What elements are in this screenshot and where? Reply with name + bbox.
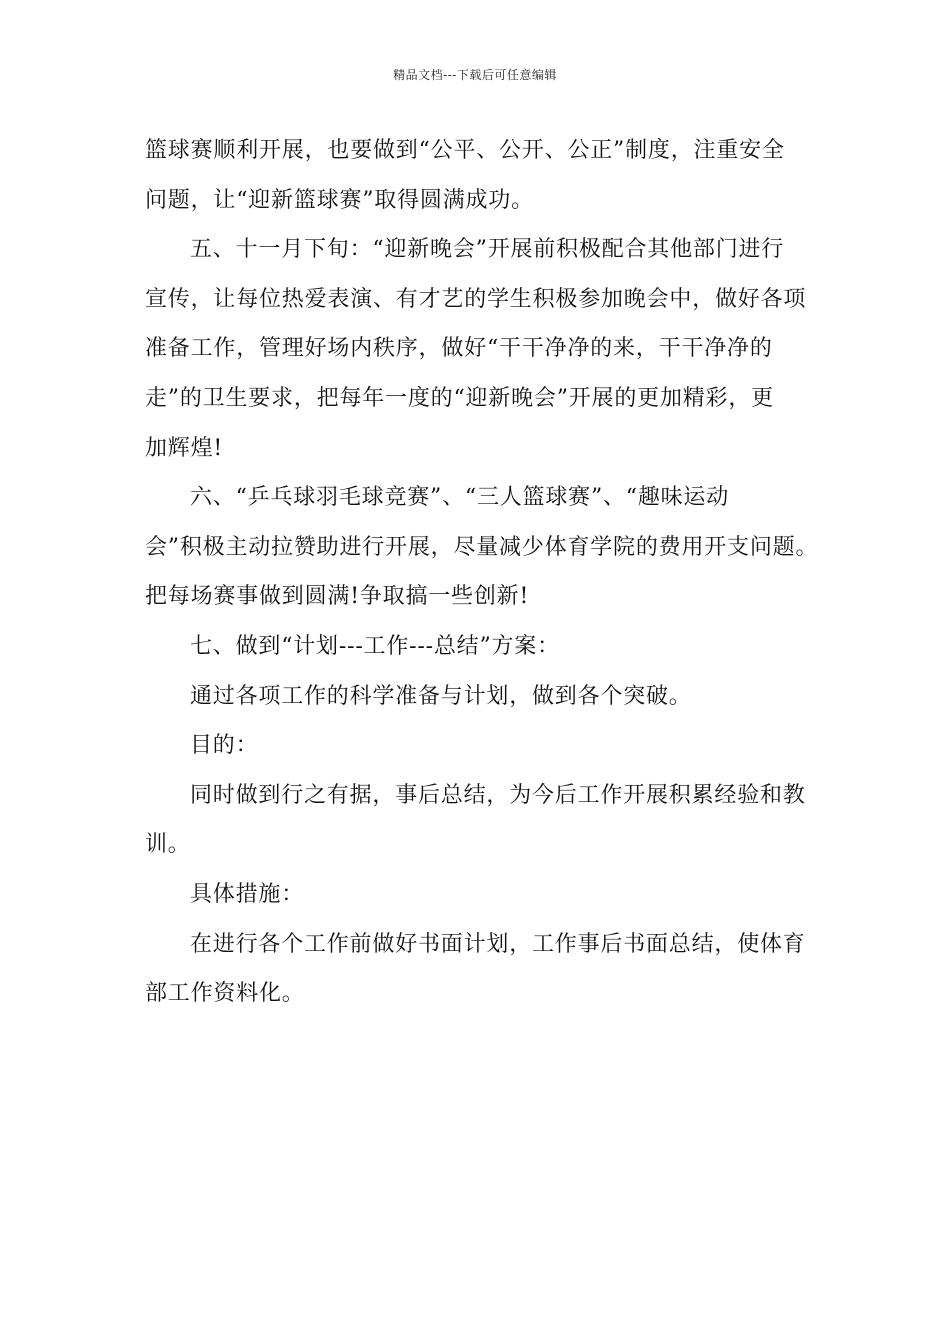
paragraph-start-line: 通过各项工作的科学准备与计划，做到各个突破。	[190, 683, 692, 709]
paragraph-start-line: 具体措施：	[190, 881, 305, 907]
paragraph-start-line: 同时做到行之有据，事后总结，为今后工作开展积累经验和教	[190, 782, 806, 808]
text-line: 篮球赛顺利开展，也要做到“公平、公开、公正”制度，注重安全	[145, 138, 785, 163]
paragraph-start-line: 七、做到“计划---工作---总结”方案：	[190, 633, 560, 659]
text-line: 问题，让“迎新篮球赛”取得圆满成功。	[145, 187, 534, 213]
paragraph-start-line: 五、十一月下旬：“迎新晚会”开展前积极配合其他部门进行	[190, 237, 785, 263]
document-body	[145, 126, 819, 1019]
text-line: 会”积极主动拉赞助进行开展，尽量减少体育学院的费用开支问题。	[145, 534, 819, 560]
text-line: 走”的卫生要求，把每年一度的“迎新晚会”开展的更加精彩，更	[145, 385, 774, 411]
paragraph-start-line: 目的：	[190, 733, 259, 759]
page-header: 精品文档---下载后可任意编辑	[393, 68, 557, 82]
text-line: 加辉煌!	[145, 435, 224, 461]
text-line: 部工作资料化。	[145, 981, 305, 1007]
text-line: 宣传，让每位热爱表演、有才艺的学生积极参加晚会中，做好各项	[145, 286, 807, 312]
paragraph-start-line: 六、“乒乓球羽毛球竞赛”、“三人篮球赛”、“趣味运动	[190, 485, 730, 511]
paragraph-start-line: 在进行各个工作前做好书面计划，工作事后书面总结，使体育	[190, 931, 806, 957]
text-line: 准备工作，管理好场内秩序，做好“干干净净的来，干干净净的	[145, 336, 773, 362]
text-line: 训。	[145, 832, 191, 858]
text-line: 把每场赛事做到圆满!争取搞一些创新!	[145, 584, 530, 610]
